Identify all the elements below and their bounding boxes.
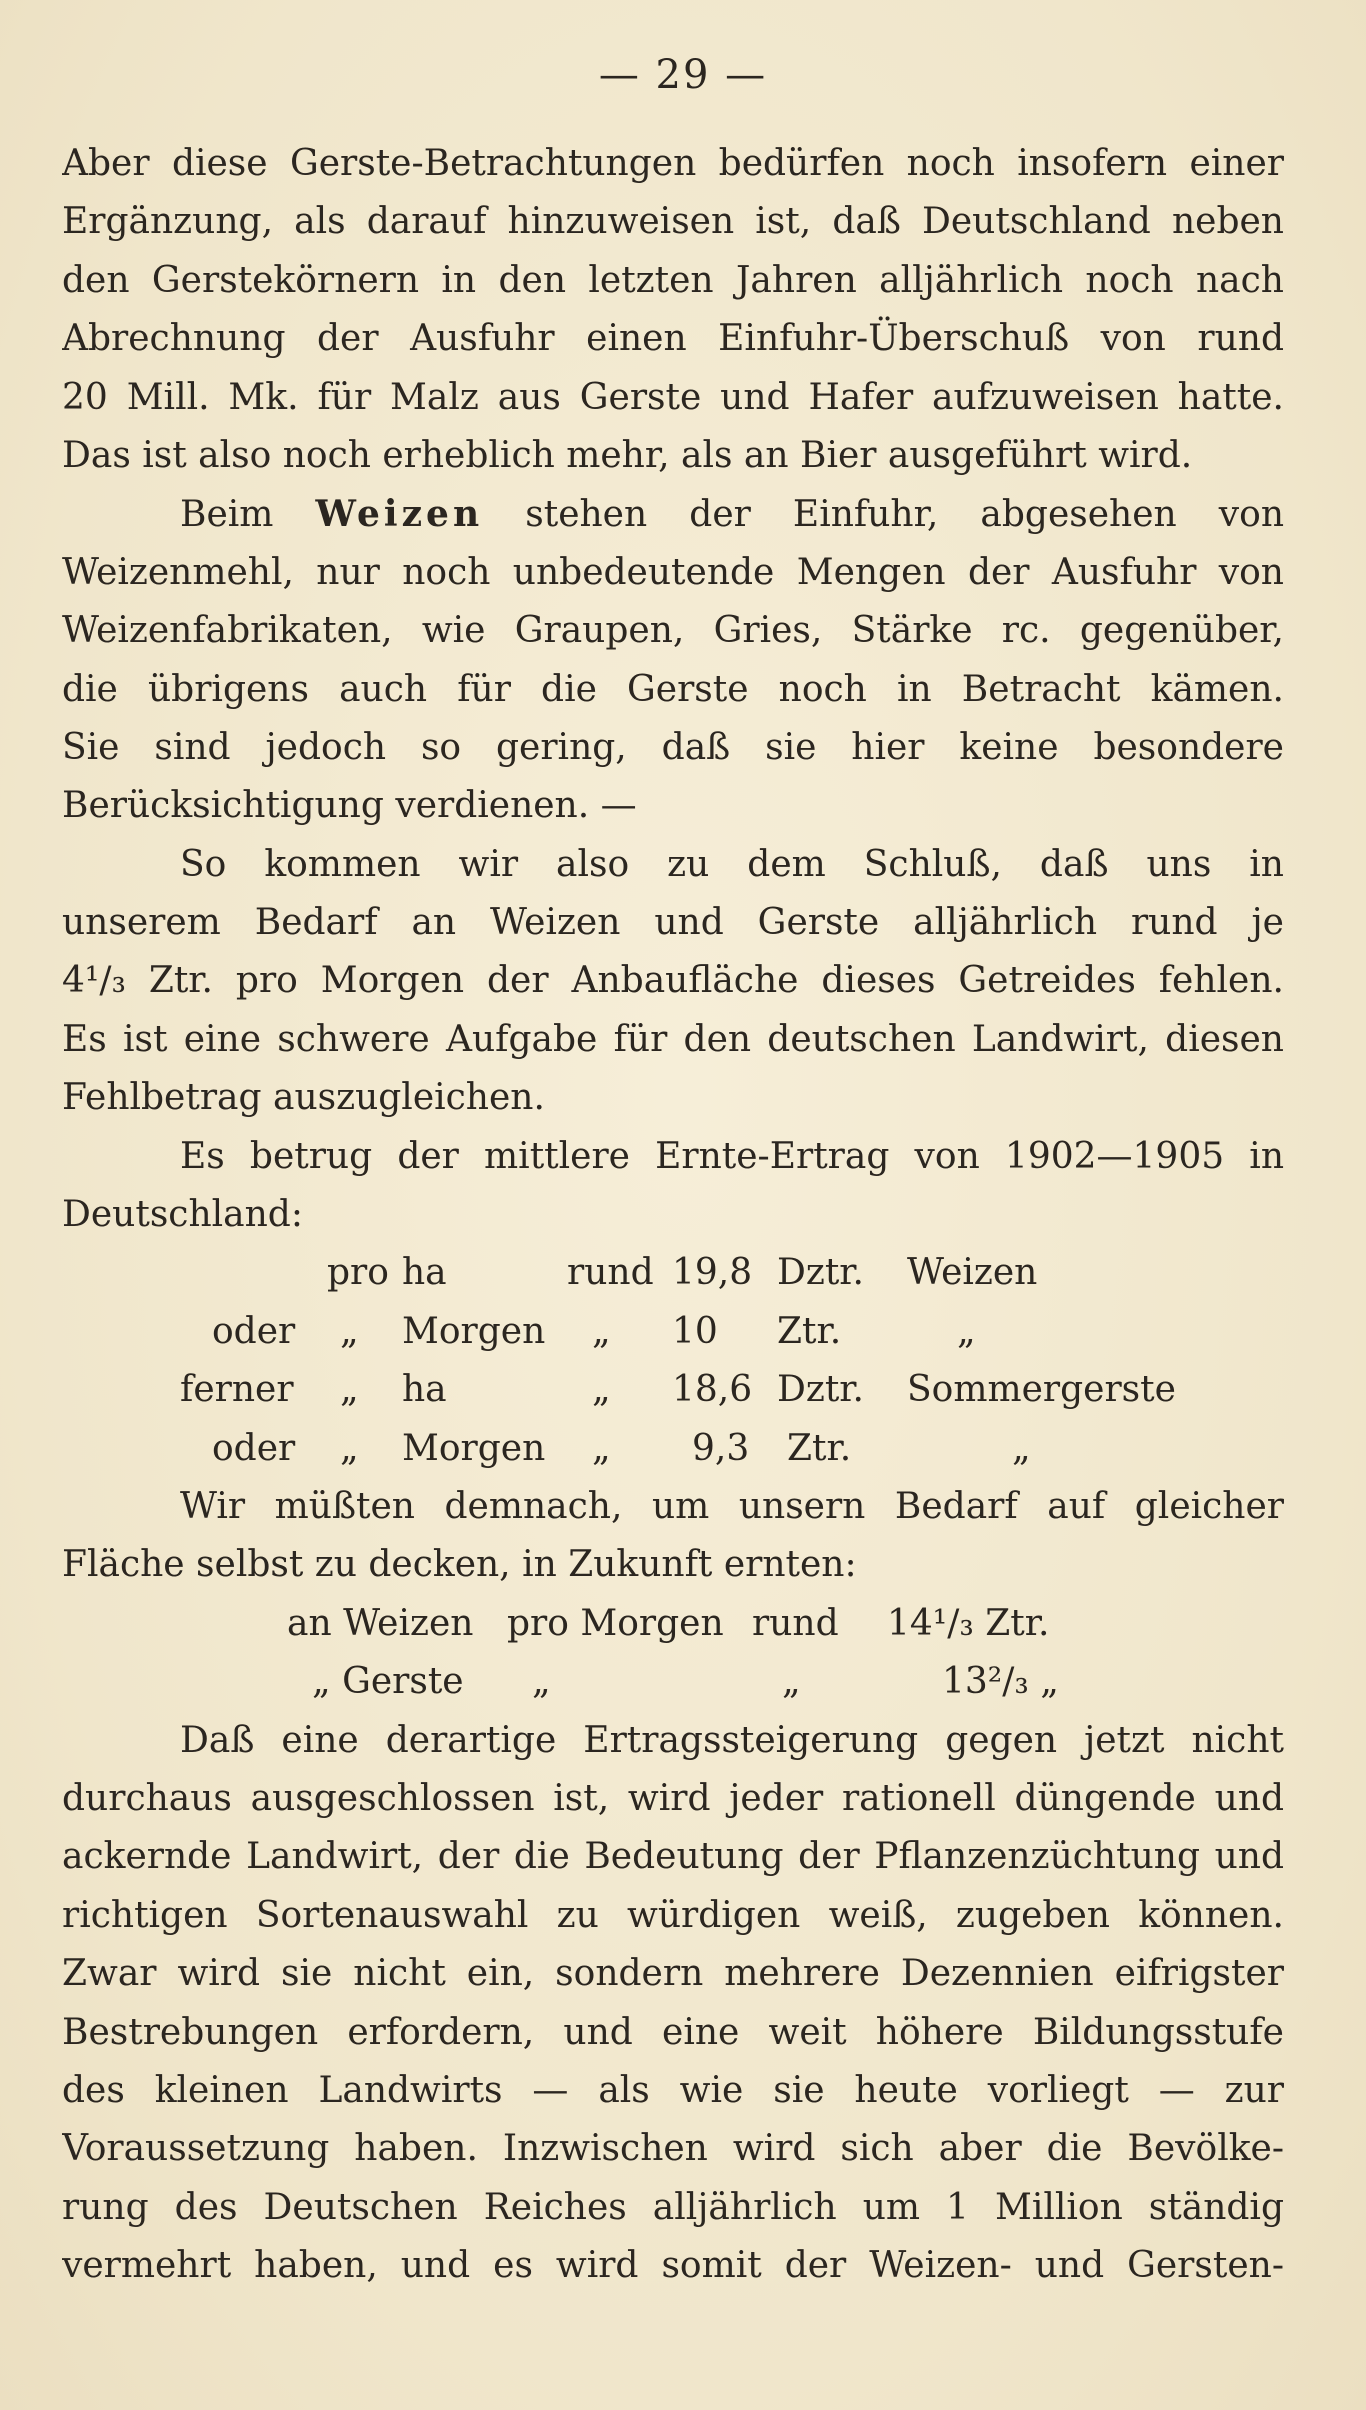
text-line: Zwar wird sie nicht ein, sondern mehrere Dezennien eifrigster (62, 1953, 1284, 1995)
yield-area: Morgen (402, 1310, 546, 1352)
yield-value: 19,8 (672, 1252, 753, 1294)
yield-value: 9,3 (692, 1427, 750, 1469)
yield-unit: Ztr. (777, 1310, 842, 1352)
yield-crop: Sommergerste (907, 1369, 1176, 1411)
text-line: rung des Deutschen Reiches alljährlich um 1 Million ständig (62, 2186, 1284, 2228)
text-line (62, 485, 1284, 543)
text-line: Wir müßten demnach, um unsern Bedarf auf gleicher (180, 1485, 1284, 1527)
text-line: Sie sind jedoch so gering, daß sie hier keine besondere (62, 726, 1284, 768)
text-line: Das ist also noch erheblich mehr, als an Bier ausgeführt wird. (62, 434, 1193, 476)
yield-unit: Ztr. (787, 1427, 852, 1469)
yield-prefix: oder (212, 1310, 296, 1352)
text-line: 20 Mill. Mk. für Malz aus Gerste und Hafer aufzuweisen hatte. (62, 376, 1284, 418)
text-line: Berücksichtigung verdienen. — (62, 785, 637, 827)
yield-area: ha (402, 1252, 447, 1294)
text-line: richtigen Sortenauswahl zu würdigen weiß, zugeben können. (62, 1894, 1284, 1936)
text-line: Bestrebungen erfordern, und eine weit höhere Bildungsstufe (62, 2011, 1284, 2053)
yield-prefix: ferner (180, 1369, 294, 1411)
text-line: Ergänzung, als darauf hinzuweisen ist, daß Deutschland neben (62, 201, 1284, 243)
yield-row (62, 1303, 1284, 1361)
yield-area: Morgen (402, 1427, 546, 1469)
target-value: 14¹/₃ Ztr. (887, 1602, 1050, 1644)
page-number: — 29 — (598, 52, 768, 98)
target-value: 13²/₃ „ (942, 1661, 1059, 1703)
text-line: Aber diese Gerste-Betrachtungen bedürfen noch insofern einer (62, 143, 1284, 184)
yield-rund: „ (592, 1427, 611, 1469)
yield-value: 10 (672, 1310, 718, 1352)
text-line: die übrigens auch für die Gerste noch in Betracht kämen. (62, 668, 1284, 710)
yield-rund: „ (592, 1310, 611, 1352)
text-line: Fläche selbst zu decken, in Zukunft ernten: (62, 1544, 857, 1586)
target-row (62, 1653, 1284, 1711)
target-rund: „ (782, 1661, 801, 1703)
yield-crop: „ (957, 1310, 976, 1352)
yield-unit: Dztr. (777, 1252, 864, 1294)
text-line: durchaus ausgeschlossen ist, wird jeder rationell düngende und (62, 1777, 1284, 1819)
yield-per: pro (327, 1252, 389, 1294)
emphasized-word: Weizen (315, 493, 484, 536)
target-crop: „ Gerste (312, 1661, 464, 1703)
yield-per: „ (340, 1310, 359, 1352)
yield-per: „ (340, 1427, 359, 1469)
text-fragment: Beim (180, 494, 274, 536)
body-text (62, 135, 1284, 2295)
target-per: pro Morgen (507, 1602, 724, 1644)
target-crop: an Weizen (287, 1602, 474, 1644)
text-line: Es ist eine schwere Aufgabe für den deutschen Landwirt, diesen (62, 1018, 1284, 1060)
text-line: ackernde Landwirt, der die Bedeutung der Pflanzenzüchtung und (62, 1836, 1284, 1878)
text-line: So kommen wir also zu dem Schluß, daß uns in (180, 843, 1284, 885)
text-line: Weizenmehl, nur noch unbedeutende Mengen der Ausfuhr von (62, 551, 1284, 593)
text-line: des kleinen Landwirts — als wie sie heute vorliegt — zur (62, 2069, 1284, 2111)
yield-row (62, 1244, 1284, 1302)
yield-crop: „ (1012, 1427, 1031, 1469)
target-per: „ (532, 1661, 551, 1703)
text-line: den Gerstekörnern in den letzten Jahren alljährlich noch nach (62, 259, 1284, 301)
yield-row (62, 1420, 1284, 1478)
yield-value: 18,6 (672, 1369, 753, 1411)
yield-per: „ (340, 1369, 359, 1411)
yield-crop: Weizen (907, 1252, 1038, 1294)
text-line: Weizenfabrikaten, wie Graupen, Gries, Stärke rc. gegenüber, (62, 610, 1284, 652)
yield-prefix: oder (212, 1427, 296, 1469)
yield-unit: Dztr. (777, 1369, 864, 1411)
text-line: unserem Bedarf an Weizen und Gerste alljährlich rund je (62, 902, 1284, 944)
text-line: Deutschland: (62, 1194, 303, 1236)
target-rund: rund (752, 1602, 839, 1644)
text-line: Daß eine derartige Ertragssteigerung gegen jetzt nicht (180, 1719, 1284, 1761)
text-line: 4¹/₃ Ztr. pro Morgen der Anbaufläche dieses Getreides fehlen. (62, 960, 1284, 1002)
text-line: Fehlbetrag auszugleichen. (62, 1077, 545, 1119)
yield-rund: rund (567, 1252, 654, 1294)
target-row (62, 1595, 1284, 1653)
text-fragment: stehen der Einfuhr, abgesehen von (525, 494, 1284, 536)
text-line: Es betrug der mittlere Ernte-Ertrag von 1902—1905 in (180, 1135, 1284, 1177)
yield-row (62, 1361, 1284, 1419)
yield-area: ha (402, 1369, 447, 1411)
text-line: Voraussetzung haben. Inzwischen wird sich aber die Bevölke- (62, 2128, 1284, 2170)
text-line: Abrechnung der Ausfuhr einen Einfuhr-Überschuß von rund (62, 318, 1284, 360)
text-line: vermehrt haben, und es wird somit der Weizen- und Gersten- (62, 2245, 1284, 2287)
yield-rund: „ (592, 1369, 611, 1411)
